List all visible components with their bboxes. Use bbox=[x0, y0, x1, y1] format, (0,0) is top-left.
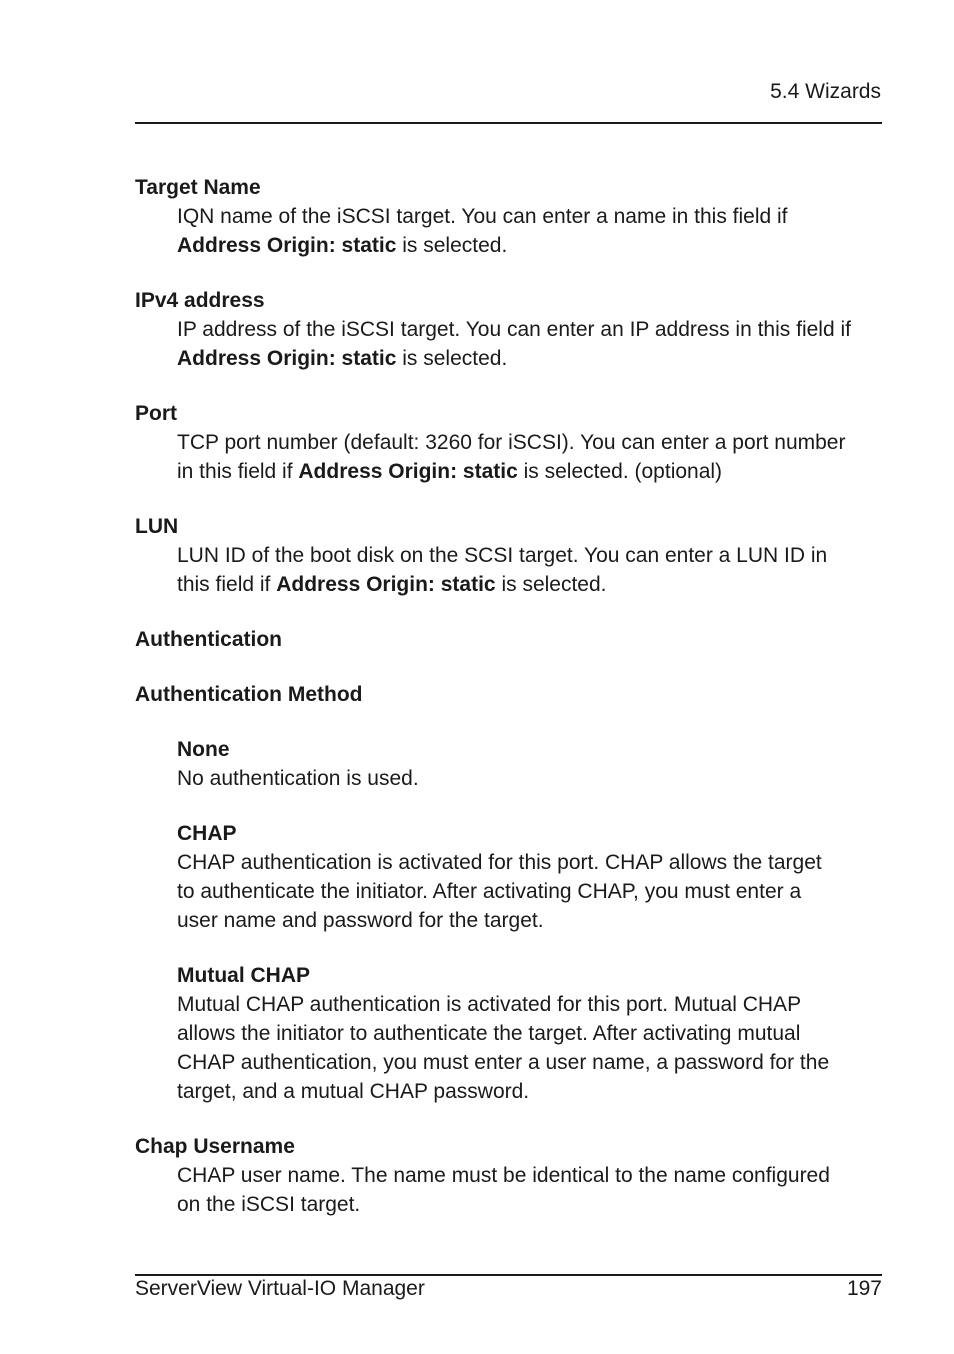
desc-line: to authenticate the initiator. After activating CHAP, you must enter a bbox=[177, 880, 802, 903]
desc-line: No authentication is used. bbox=[177, 767, 419, 790]
desc-tail: is selected. (optional) bbox=[517, 460, 723, 483]
option-none bbox=[177, 735, 885, 793]
section-authentication bbox=[135, 625, 885, 654]
desc-target-name bbox=[177, 202, 885, 260]
page-content bbox=[135, 173, 885, 1245]
entry-chap-username bbox=[135, 1132, 885, 1219]
term-ipv4-address: IPv4 address bbox=[135, 289, 265, 312]
bold-address-origin: Address Origin: static bbox=[177, 234, 397, 257]
desc-line: CHAP authentication, you must enter a user name, a password for the bbox=[177, 1051, 830, 1074]
desc-port bbox=[177, 428, 885, 486]
desc-line: CHAP authentication is activated for this port. CHAP allows the target bbox=[177, 851, 822, 874]
bold-address-origin: Address Origin: static bbox=[298, 460, 518, 483]
entry-lun bbox=[135, 512, 885, 599]
desc-line: Mutual CHAP authentication is activated for this port. Mutual CHAP bbox=[177, 993, 802, 1016]
header-divider bbox=[135, 122, 882, 124]
desc-chap bbox=[177, 848, 885, 935]
desc-none bbox=[177, 764, 885, 793]
desc-lun bbox=[177, 541, 885, 599]
bold-address-origin: Address Origin: static bbox=[177, 347, 397, 370]
footer-title: ServerView Virtual-IO Manager bbox=[135, 1277, 425, 1300]
term-port: Port bbox=[135, 402, 177, 425]
entry-port bbox=[135, 399, 885, 486]
desc-line: on the iSCSI target. bbox=[177, 1193, 361, 1216]
term-chap-username: Chap Username bbox=[135, 1135, 295, 1158]
option-chap bbox=[177, 819, 885, 935]
desc-line: target, and a mutual CHAP password. bbox=[177, 1080, 530, 1103]
term-mutual-chap: Mutual CHAP bbox=[177, 964, 310, 987]
desc-mutual-chap bbox=[177, 990, 885, 1106]
desc-tail: is selected. bbox=[396, 347, 508, 370]
page-number: 197 bbox=[846, 1277, 882, 1300]
heading-authentication-method: Authentication Method bbox=[135, 683, 363, 706]
desc-tail: is selected. bbox=[495, 573, 607, 596]
term-target-name: Target Name bbox=[135, 176, 261, 199]
desc-lead: this field if bbox=[177, 573, 277, 596]
desc-line: user name and password for the target. bbox=[177, 909, 544, 932]
desc-lead: in this field if bbox=[177, 460, 299, 483]
term-lun: LUN bbox=[135, 515, 179, 538]
section-authentication-method bbox=[135, 680, 885, 709]
bold-address-origin: Address Origin: static bbox=[276, 573, 496, 596]
entry-ipv4-address bbox=[135, 286, 885, 373]
desc-chap-username bbox=[177, 1161, 885, 1219]
desc-line: allows the initiator to authenticate the target. After activating mutual bbox=[177, 1022, 801, 1045]
desc-line: LUN ID of the boot disk on the SCSI target. You can enter a LUN ID in bbox=[177, 544, 828, 567]
heading-authentication: Authentication bbox=[135, 628, 282, 651]
desc-ipv4-address bbox=[177, 315, 885, 373]
entry-target-name bbox=[135, 173, 885, 260]
desc-tail: is selected. bbox=[396, 234, 508, 257]
term-none: None bbox=[177, 738, 230, 761]
desc-line: CHAP user name. The name must be identical to the name configured bbox=[177, 1164, 830, 1187]
desc-line: IQN name of the iSCSI target. You can enter a name in this field if bbox=[177, 205, 788, 228]
desc-line: TCP port number (default: 3260 for iSCSI). You can enter a port number bbox=[177, 431, 846, 454]
option-mutual-chap bbox=[177, 961, 885, 1106]
running-header-section: 5.4 Wizards bbox=[770, 80, 881, 103]
term-chap: CHAP bbox=[177, 822, 237, 845]
desc-line: IP address of the iSCSI target. You can enter an IP address in this field if bbox=[177, 318, 851, 341]
